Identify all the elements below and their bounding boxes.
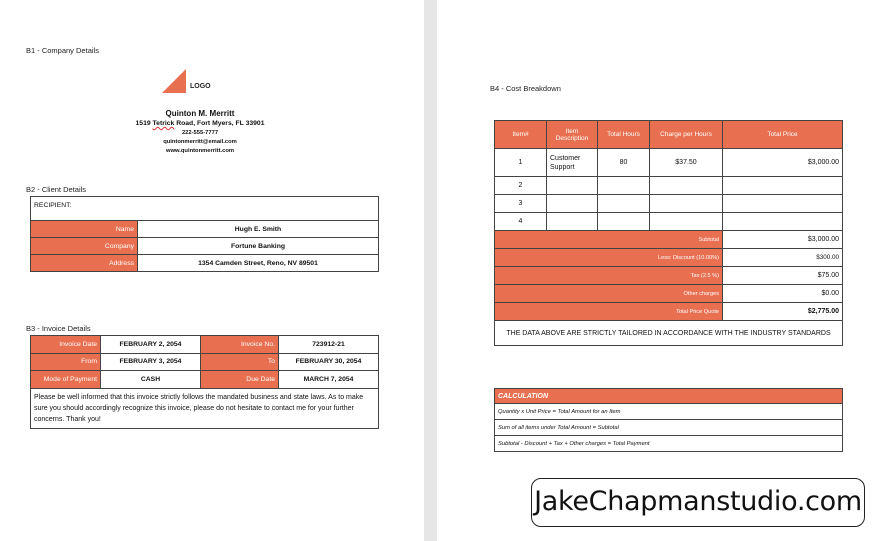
total-quote-value: $2,775.00 [723, 303, 843, 321]
table-row [31, 221, 379, 238]
table-row [31, 255, 379, 272]
calculation-line: Subtotal - Discount + Tax + Other charges = Total Payment [495, 436, 843, 452]
table-row [31, 197, 379, 221]
table-row [31, 336, 379, 354]
item-hours-cell [598, 177, 650, 195]
company-address-street-word: Tetrick [152, 120, 175, 127]
invoice-date-value: FEBRUARY 2, 2054 [101, 336, 201, 354]
company-name: Quinton M. Merritt [165, 109, 235, 118]
item-charge-cell: $37.50 [650, 149, 723, 177]
from-value: FEBRUARY 3, 2054 [101, 353, 201, 371]
summary-row [495, 249, 843, 267]
table-header-row [495, 389, 843, 404]
client-name-value: Hugh E. Smith [138, 221, 379, 238]
item-hours-cell [598, 213, 650, 231]
col-header-total-price: Total Price [723, 121, 843, 149]
due-date-label: Due Date [201, 371, 279, 389]
item-desc-cell [547, 213, 598, 231]
recipient-label: RECIPIENT: [31, 197, 379, 221]
table-row [495, 195, 843, 213]
col-header-charge-per-hour: Charge per Hours [650, 121, 723, 149]
calculation-table [494, 388, 843, 452]
calculation-header: CALCULATION [495, 389, 843, 404]
item-hours-cell: 80 [598, 149, 650, 177]
item-hours-cell [598, 195, 650, 213]
client-address-value: 1354 Camden Street, Reno, NV 89501 [138, 255, 379, 272]
invoice-details-table [30, 335, 379, 429]
calculation-line: Sum of all items under Total Amount = Subtotal [495, 420, 843, 436]
section-label-invoice: B3 - Invoice Details [26, 324, 91, 333]
company-address-number: 1519 [135, 120, 151, 127]
item-total-cell [723, 213, 843, 231]
payment-mode-label: Mode of Payment [31, 371, 101, 389]
company-website: www.quintonmerritt.com [165, 148, 235, 154]
item-desc-cell [547, 177, 598, 195]
item-total-cell [723, 177, 843, 195]
item-desc-cell: Customer Support [547, 149, 598, 177]
table-row [31, 388, 379, 428]
summary-row [495, 231, 843, 249]
col-header-total-hours: Total Hours [598, 121, 650, 149]
item-num-cell: 4 [495, 213, 547, 231]
discount-value: $300.00 [723, 249, 843, 267]
from-label: From [31, 353, 101, 371]
col-header-item-description: Item Description [547, 121, 598, 149]
to-value: FEBRUARY 30, 2054 [279, 353, 379, 371]
table-row [31, 371, 379, 389]
client-name-label: Name [31, 221, 138, 238]
other-charges-label: Other charges [495, 285, 723, 303]
item-charge-cell [650, 213, 723, 231]
company-details [100, 108, 300, 156]
subtotal-label: Subtotal [495, 231, 723, 249]
discount-label: Less: Discount (10.00%) [495, 249, 723, 267]
item-total-cell: $3,000.00 [723, 149, 843, 177]
summary-row [495, 303, 843, 321]
document-page-left [0, 0, 424, 541]
table-row [495, 321, 843, 346]
subtotal-value: $3,000.00 [723, 231, 843, 249]
table-row [31, 238, 379, 255]
company-email: quintonmerritt@email.com [163, 139, 237, 145]
cost-breakdown-table [494, 120, 843, 346]
company-phone: 222-555-7777 [181, 130, 219, 136]
table-row [495, 404, 843, 420]
company-address [100, 119, 300, 129]
item-num-cell: 2 [495, 177, 547, 195]
col-header-item-num: Item# [495, 121, 547, 149]
client-address-label: Address [31, 255, 138, 272]
section-label-company: B1 - Company Details [26, 46, 99, 55]
table-row [495, 420, 843, 436]
client-company-value: Fortune Banking [138, 238, 379, 255]
to-label: To [201, 353, 279, 371]
invoice-no-label: Invoice No. [201, 336, 279, 354]
logo-triangle-icon [162, 69, 186, 93]
company-address-rest: Road, Fort Myers, FL 33901 [176, 120, 265, 127]
item-desc-cell [547, 195, 598, 213]
client-details-table [30, 196, 379, 272]
client-company-label: Company [31, 238, 138, 255]
tax-label: Tax (2.5 %) [495, 267, 723, 285]
item-charge-cell [650, 177, 723, 195]
table-row [495, 177, 843, 195]
invoice-note: Please be well informed that this invoice strictly follows the mandated business and state laws. As to make sure you should accordingly recognize this invoice, please do not hesitate to contact me for your further concerns. Thank you! [31, 388, 379, 428]
table-row [495, 149, 843, 177]
company-logo [162, 69, 222, 95]
section-label-cost: B4 - Cost Breakdown [490, 84, 561, 93]
standards-statement: THE DATA ABOVE ARE STRICTLY TAILORED IN ACCORDANCE WITH THE INDUSTRY STANDARDS [495, 321, 843, 346]
summary-row [495, 267, 843, 285]
other-charges-value: $0.00 [723, 285, 843, 303]
item-num-cell: 1 [495, 149, 547, 177]
item-charge-cell [650, 195, 723, 213]
tax-value: $75.00 [723, 267, 843, 285]
table-row [31, 353, 379, 371]
item-total-cell [723, 195, 843, 213]
total-quote-label: Total Price Quote [495, 303, 723, 321]
summary-row [495, 285, 843, 303]
item-num-cell: 3 [495, 195, 547, 213]
document-page-right [437, 0, 877, 541]
table-row [495, 436, 843, 452]
section-label-client: B2 - Client Details [26, 185, 87, 194]
calculation-line: Quantity x Unit Price = Total Amount for an Item [495, 404, 843, 420]
watermark-banner: JakeChapmanstudio.com [531, 478, 865, 527]
logo-text: LOGO [190, 83, 211, 90]
table-row [495, 213, 843, 231]
due-date-value: MARCH 7, 2054 [279, 371, 379, 389]
invoice-no-value: 723912-21 [279, 336, 379, 354]
payment-mode-value: CASH [101, 371, 201, 389]
invoice-date-label: Invoice Date [31, 336, 101, 354]
table-header-row [495, 121, 843, 149]
